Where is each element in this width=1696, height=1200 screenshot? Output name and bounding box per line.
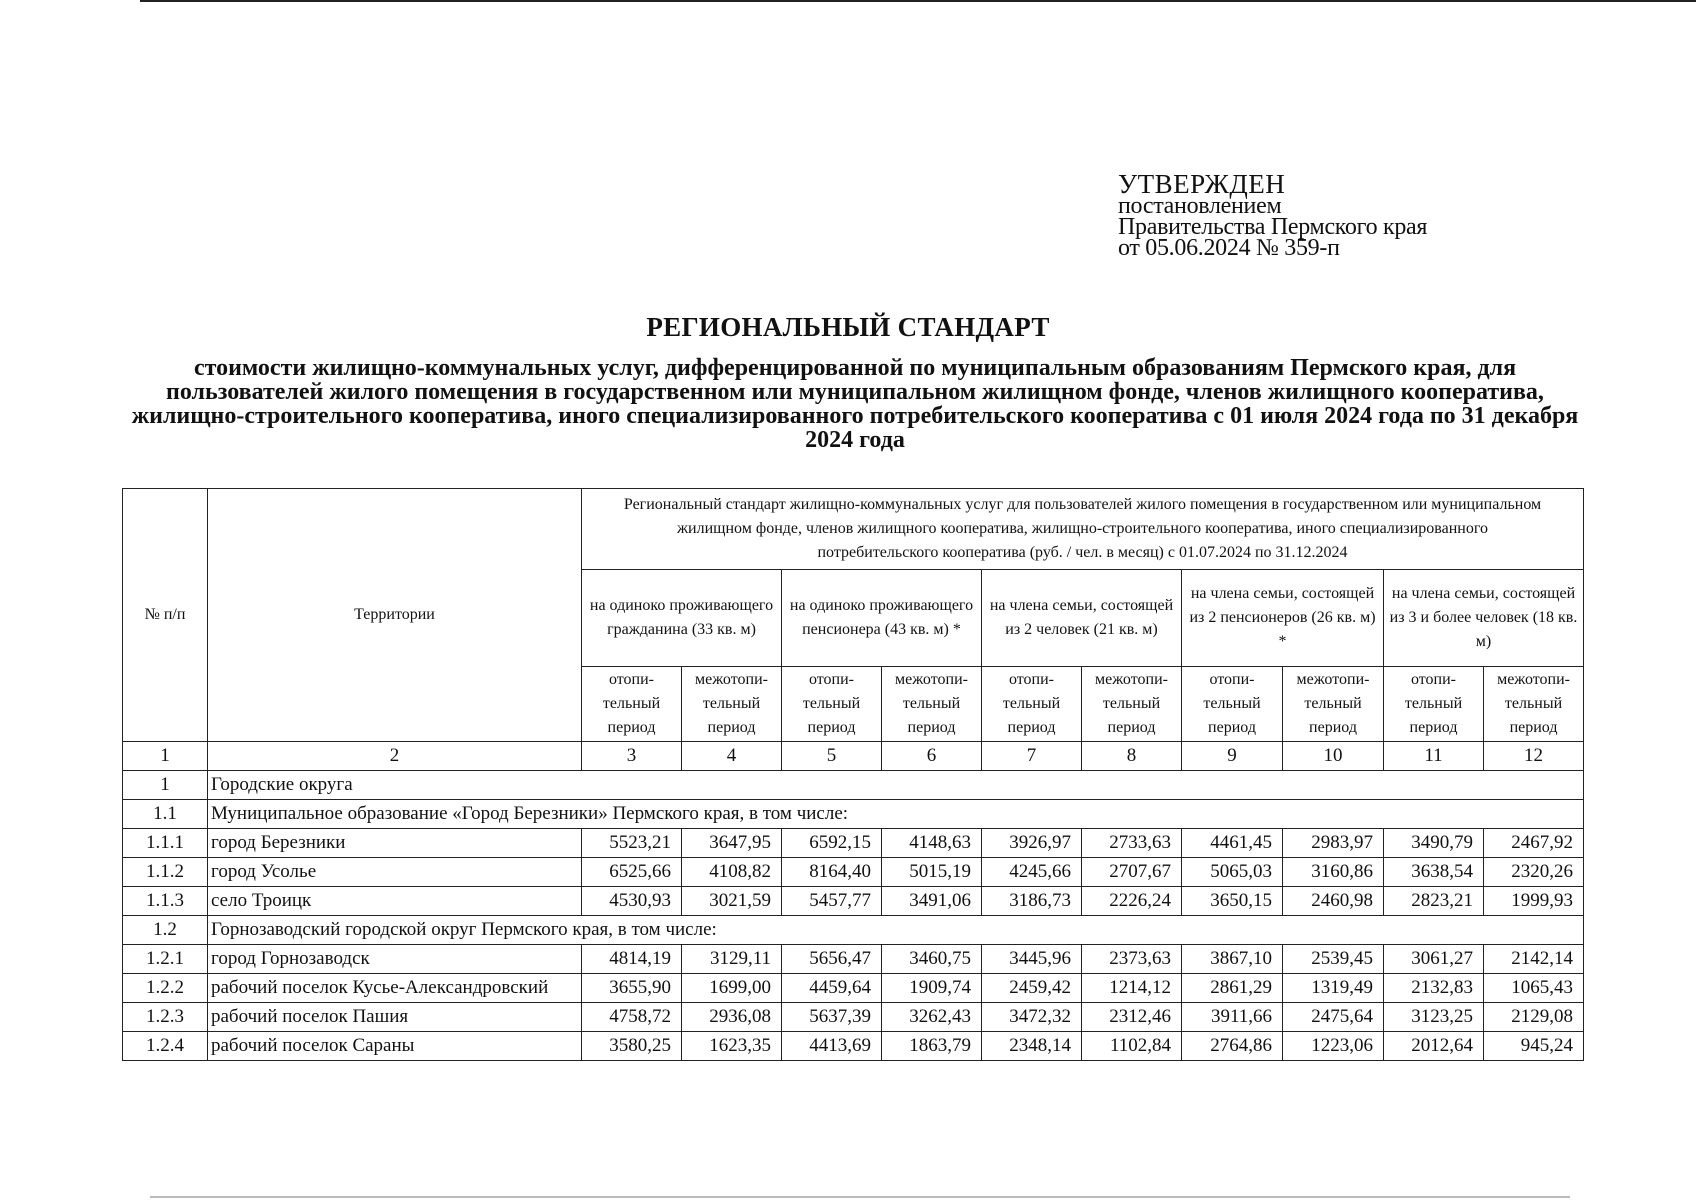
value-cell: 1863,79 [882,1032,982,1061]
header-period-heating: отопи-тельный период [1384,667,1484,742]
value-cell: 2823,21 [1384,887,1484,916]
approval-stamp [1118,169,1428,261]
value-cell: 2460,98 [1283,887,1384,916]
column-number: 5 [782,742,882,771]
value-cell: 3445,96 [982,945,1082,974]
header-main: Региональный стандарт жилищно-коммунальных услуг для пользователей жилого помещения в государственном или муниципальном жилищном фонде, членов жилищного кооператива, жилищно-строительного кооператива, иного специализированного потребительского кооператива (руб. / чел. в месяц) с 01.07.2024 по 31.12.2024 [582,489,1584,570]
value-cell: 3021,59 [682,887,782,916]
value-cell: 2129,08 [1484,1003,1584,1032]
header-group: на члена семьи, состоящей из 3 и более человек (18 кв. м) [1384,570,1584,667]
row-number: 1.2.4 [123,1032,208,1061]
row-number: 1.2 [123,916,208,945]
table-row [123,974,1584,1003]
value-cell: 1909,74 [882,974,982,1003]
row-number: 1.1.2 [123,858,208,887]
table-row [123,858,1584,887]
approval-line: Правительства Пермского края [1118,214,1428,240]
value-cell: 3123,25 [1384,1003,1484,1032]
territory-name: город Горнозаводск [208,945,582,974]
value-cell: 3638,54 [1384,858,1484,887]
value-cell: 5015,19 [882,858,982,887]
column-numbers-row [123,742,1584,771]
value-cell: 2320,26 [1484,858,1584,887]
territory-name: город Усолье [208,858,582,887]
value-cell: 4758,72 [582,1003,682,1032]
value-cell: 2707,67 [1082,858,1182,887]
column-number: 4 [682,742,782,771]
value-cell: 1999,93 [1484,887,1584,916]
territory-name: рабочий поселок Сараны [208,1032,582,1061]
value-cell: 2142,14 [1484,945,1584,974]
row-number: 1.2.3 [123,1003,208,1032]
header-territory: Территории [208,489,582,742]
value-cell: 2733,63 [1082,829,1182,858]
column-number: 11 [1384,742,1484,771]
value-cell: 4245,66 [982,858,1082,887]
value-cell: 4814,19 [582,945,682,974]
approval-heading: УТВЕРЖДЕН [1118,169,1286,199]
value-cell: 3491,06 [882,887,982,916]
value-cell: 2312,46 [1082,1003,1182,1032]
value-cell: 2467,92 [1484,829,1584,858]
approval-date: от 05.06.2024 № 359-п [1118,235,1340,261]
value-cell: 2539,45 [1283,945,1384,974]
value-cell: 5065,03 [1182,858,1283,887]
value-cell: 4530,93 [582,887,682,916]
value-cell: 4459,64 [782,974,882,1003]
section-row [123,916,1584,945]
header-num: № п/п [123,489,208,742]
table-row [123,829,1584,858]
value-cell: 2348,14 [982,1032,1082,1061]
value-cell: 6592,15 [782,829,882,858]
value-cell: 2983,97 [1283,829,1384,858]
value-cell: 1699,00 [682,974,782,1003]
column-number: 7 [982,742,1082,771]
value-cell: 1214,12 [1082,974,1182,1003]
value-cell: 2459,42 [982,974,1082,1003]
column-number: 2 [208,742,582,771]
header-group: на одиноко проживающего пенсионера (43 кв. м) * [782,570,982,667]
value-cell: 1223,06 [1283,1032,1384,1061]
section-title: Муниципальное образование «Город Березники» Пермского края, в том числе: [208,800,1584,829]
table-row [123,945,1584,974]
value-cell: 5637,39 [782,1003,882,1032]
value-cell: 3129,11 [682,945,782,974]
value-cell: 945,24 [1484,1032,1584,1061]
header-period-nonheating: межотопи-тельный период [1484,667,1584,742]
value-cell: 3580,25 [582,1032,682,1061]
header-group: на члена семьи, состоящей из 2 пенсионеров (26 кв. м) * [1182,570,1384,667]
header-period-heating: отопи-тельный период [582,667,682,742]
header-period-heating: отопи-тельный период [1182,667,1283,742]
value-cell: 4413,69 [782,1032,882,1061]
table-row [123,887,1584,916]
value-cell: 6525,66 [582,858,682,887]
table-row [123,1032,1584,1061]
value-cell: 8164,40 [782,858,882,887]
value-cell: 3867,10 [1182,945,1283,974]
value-cell: 3647,95 [682,829,782,858]
territory-name: село Троицк [208,887,582,916]
section-title: Горнозаводский городской округ Пермского края, в том числе: [208,916,1584,945]
value-cell: 1319,49 [1283,974,1384,1003]
value-cell: 3490,79 [1384,829,1484,858]
scan-edge-top [140,0,1696,2]
value-cell: 2012,64 [1384,1032,1484,1061]
row-number: 1.1.1 [123,829,208,858]
value-cell: 1623,35 [682,1032,782,1061]
row-number: 1 [123,771,208,800]
header-period-nonheating: межотопи-тельный период [682,667,782,742]
value-cell: 1065,43 [1484,974,1584,1003]
row-number: 1.2.2 [123,974,208,1003]
header-group: на члена семьи, состоящей из 2 человек (21 кв. м) [982,570,1182,667]
section-row [123,800,1584,829]
value-cell: 2373,63 [1082,945,1182,974]
value-cell: 3186,73 [982,887,1082,916]
value-cell: 3926,97 [982,829,1082,858]
value-cell: 2764,86 [1182,1032,1283,1061]
column-number: 6 [882,742,982,771]
scan-edge-bottom [150,1196,1570,1198]
value-cell: 2226,24 [1082,887,1182,916]
value-cell: 3262,43 [882,1003,982,1032]
table-row [123,1003,1584,1032]
territory-name: рабочий поселок Кусье-Александровский [208,974,582,1003]
column-number: 12 [1484,742,1584,771]
value-cell: 3655,90 [582,974,682,1003]
header-period-nonheating: межотопи-тельный период [882,667,982,742]
header-period-nonheating: межотопи-тельный период [1283,667,1384,742]
section-title: Городские округа [208,771,1584,800]
column-number: 8 [1082,742,1182,771]
value-cell: 2861,29 [1182,974,1283,1003]
value-cell: 3460,75 [882,945,982,974]
value-cell: 3061,27 [1384,945,1484,974]
territory-name: рабочий поселок Пашия [208,1003,582,1032]
approval-line: постановлением [1118,193,1282,219]
header-period-heating: отопи-тельный период [982,667,1082,742]
value-cell: 5457,77 [782,887,882,916]
column-number: 3 [582,742,682,771]
standard-table [122,488,1584,1061]
header-period-heating: отопи-тельный период [782,667,882,742]
value-cell: 5656,47 [782,945,882,974]
value-cell: 3650,15 [1182,887,1283,916]
territory-name: город Березники [208,829,582,858]
row-number: 1.2.1 [123,945,208,974]
value-cell: 2936,08 [682,1003,782,1032]
table-body [123,489,1584,1061]
value-cell: 4148,63 [882,829,982,858]
column-number: 9 [1182,742,1283,771]
document-subtitle: стоимости жилищно-коммунальных услуг, дифференцированной по муниципальным образованиям Пермского края, для пользователей жилого помещения в государственном или муниципальном жилищном фонде, членов жилищного кооператива, жилищно-строительного кооператива, иного специализированного потребительского кооператива с 01 июля 2024 года по 31 декабря 2024 года [131,355,1579,453]
section-row [123,771,1584,800]
column-number: 1 [123,742,208,771]
value-cell: 4108,82 [682,858,782,887]
value-cell: 5523,21 [582,829,682,858]
value-cell: 3160,86 [1283,858,1384,887]
value-cell: 1102,84 [1082,1032,1182,1061]
value-cell: 2132,83 [1384,974,1484,1003]
row-number: 1.1.3 [123,887,208,916]
header-period-nonheating: межотопи-тельный период [1082,667,1182,742]
value-cell: 4461,45 [1182,829,1283,858]
value-cell: 3911,66 [1182,1003,1283,1032]
document-title: РЕГИОНАЛЬНЫЙ СТАНДАРТ [646,312,1050,342]
row-number: 1.1 [123,800,208,829]
header-group: на одиноко проживающего гражданина (33 кв. м) [582,570,782,667]
value-cell: 3472,32 [982,1003,1082,1032]
value-cell: 2475,64 [1283,1003,1384,1032]
column-number: 10 [1283,742,1384,771]
